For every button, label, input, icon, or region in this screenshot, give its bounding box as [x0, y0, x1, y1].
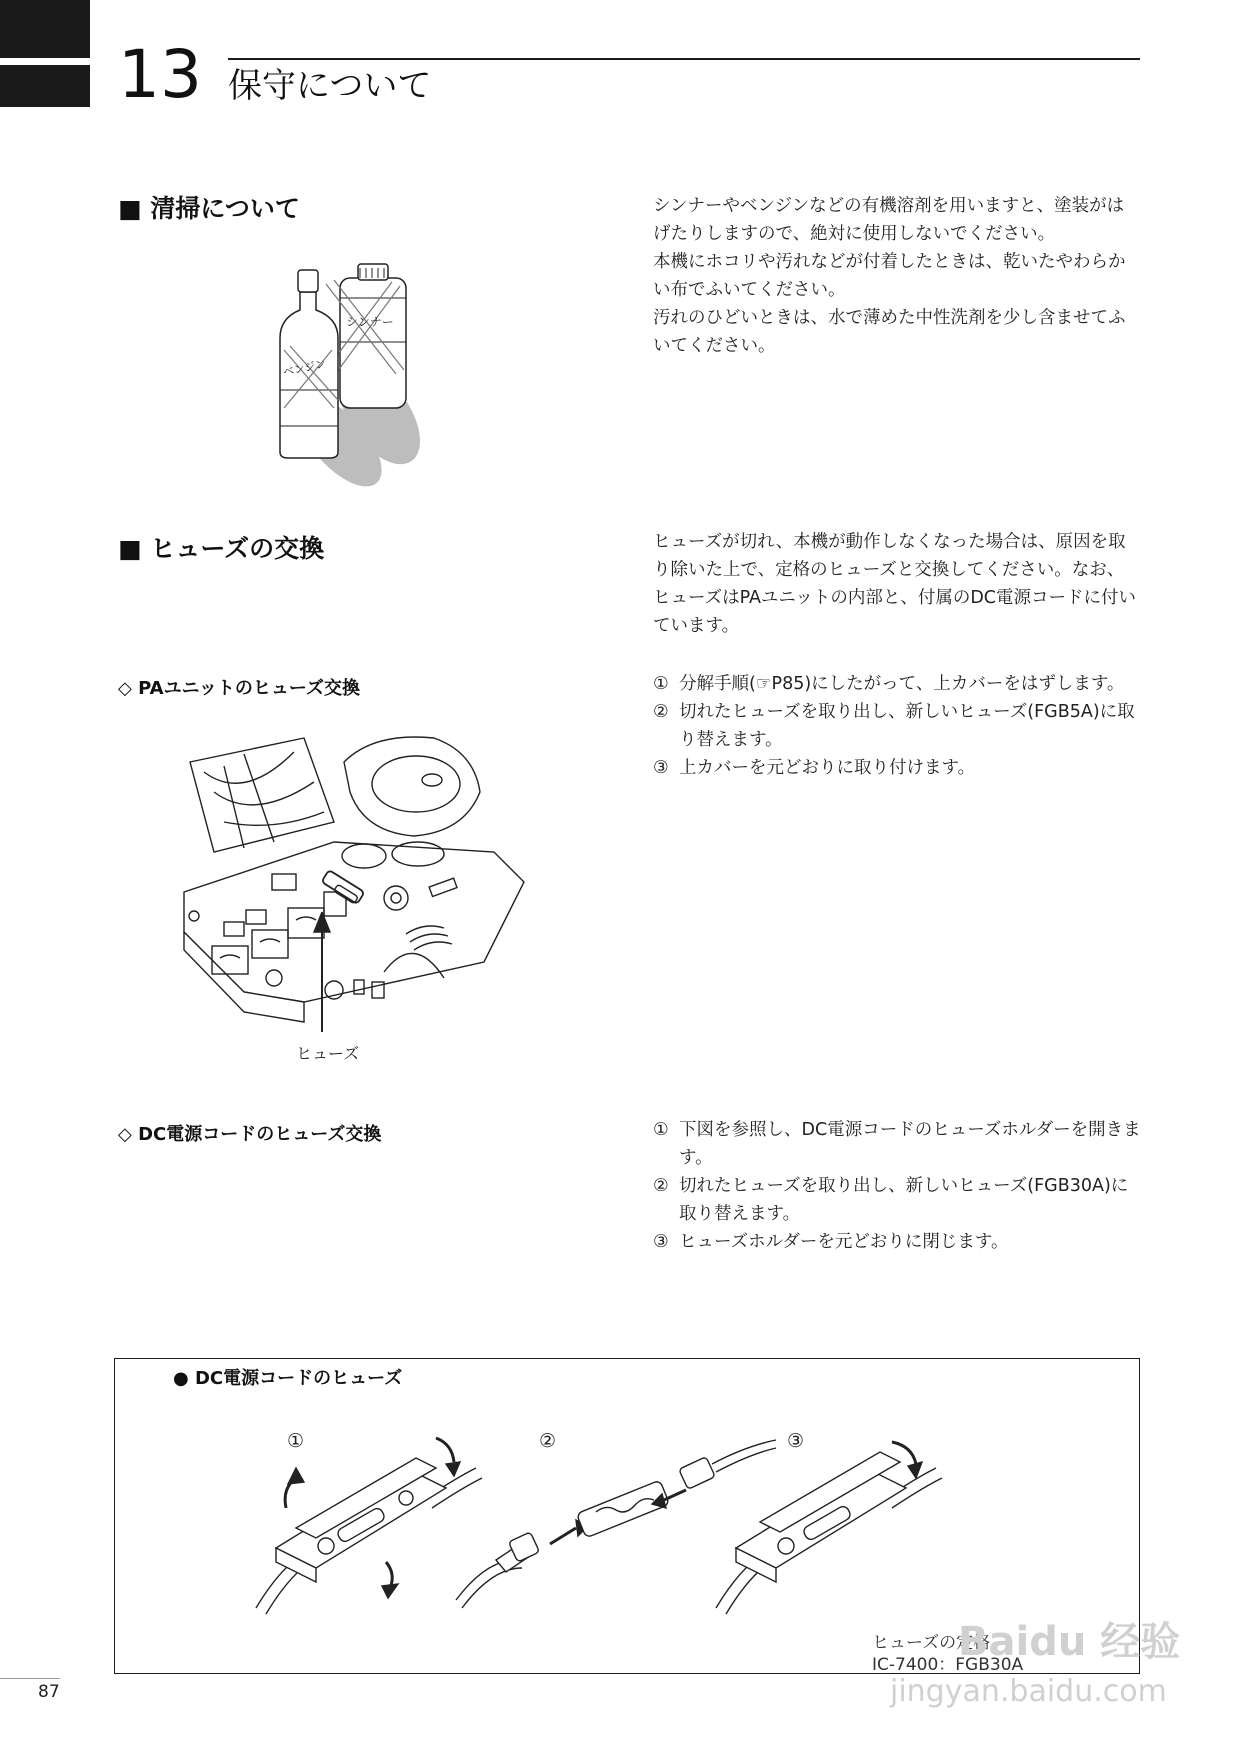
fuse-rating-title: ヒューズの定格 [872, 1633, 991, 1653]
fuse-rating-value: IC-7400：FGB30A [872, 1655, 1024, 1675]
figure-step-label: ③ [787, 1430, 805, 1452]
cleaning-paragraph: 汚れのひどいときは、水で薄めた中性洗剤を少し含ませてふいてください。 [653, 308, 1126, 356]
dc-fuse-heading: ◇ DC電源コードのヒューズ交換 [118, 1124, 382, 1145]
figure-step-label: ② [539, 1430, 557, 1452]
step-item: ② 切れたヒューズを取り出し、新しいヒューズ(FGB5A)に取り替えます。 [653, 702, 1135, 750]
watermark-logo: Baidu 经验 [958, 1619, 1181, 1665]
thinner-label: シンナー [346, 315, 394, 329]
step-item: ② 切れたヒューズを取り出し、新しいヒューズ(FGB30A)に取り替えます。 [653, 1176, 1129, 1224]
step-item: ③ ヒューズホルダーを元どおりに閉じます。 [653, 1232, 1009, 1252]
benzine-bottle [280, 270, 338, 458]
chapter-tab-bottom [0, 65, 90, 107]
step-item: ① 下図を参照し、DC電源コードのヒューズホルダーを開きます。 [653, 1120, 1141, 1168]
chapter-tab-top [0, 0, 90, 58]
figure-box-title: ● DC電源コードのヒューズ [173, 1368, 403, 1389]
page-number: 87 [38, 1682, 60, 1702]
fuse-callout-label: ヒューズ [296, 1044, 360, 1063]
pa-fuse-steps [653, 670, 1141, 782]
chapter-number: 13 [118, 36, 202, 113]
pa-fuse-heading: ◇ PAユニットのヒューズ交換 [118, 678, 360, 699]
cleaning-paragraph: 本機にホコリや汚れなどが付着したときは、乾いたやわらかい布でふいてください。 [653, 252, 1126, 300]
page-number-rule [0, 1678, 60, 1679]
chapter-title: 保守について [228, 66, 432, 106]
chapter-rule [228, 58, 1140, 60]
solvent-bottles-illustration [270, 258, 450, 484]
fuse-heading: ■ ヒューズの交換 [118, 534, 325, 563]
pa-unit-illustration [184, 732, 544, 1042]
cleaning-text [653, 192, 1141, 360]
benzine-label: ベンジン [281, 357, 328, 379]
watermark-url: jingyan.baidu.com [890, 1674, 1167, 1709]
fuse-holder-close-illustration [716, 1438, 946, 1618]
fuse-holder-open-illustration [256, 1438, 486, 1618]
cleaning-heading: ■ 清掃について [118, 194, 300, 223]
figure-step-label: ① [287, 1430, 305, 1452]
cleaning-paragraph: シンナーやベンジンなどの有機溶剤を用いますと、塗装がはげたりしますので、絶対に使用しないでください。 [653, 196, 1125, 244]
fuse-intro: ヒューズが切れ、本機が動作しなくなった場合は、原因を取り除いた上で、定格のヒューズと交換してください。なお、ヒューズはPAユニットの内部と、付属のDC電源コードに付いています。 [653, 532, 1137, 636]
step-item: ③ 上カバーを元どおりに取り付けます。 [653, 758, 976, 778]
step-item: ① 分解手順(☞P85)にしたがって、上カバーをはずします。 [653, 674, 1125, 694]
dc-fuse-steps [653, 1116, 1141, 1256]
